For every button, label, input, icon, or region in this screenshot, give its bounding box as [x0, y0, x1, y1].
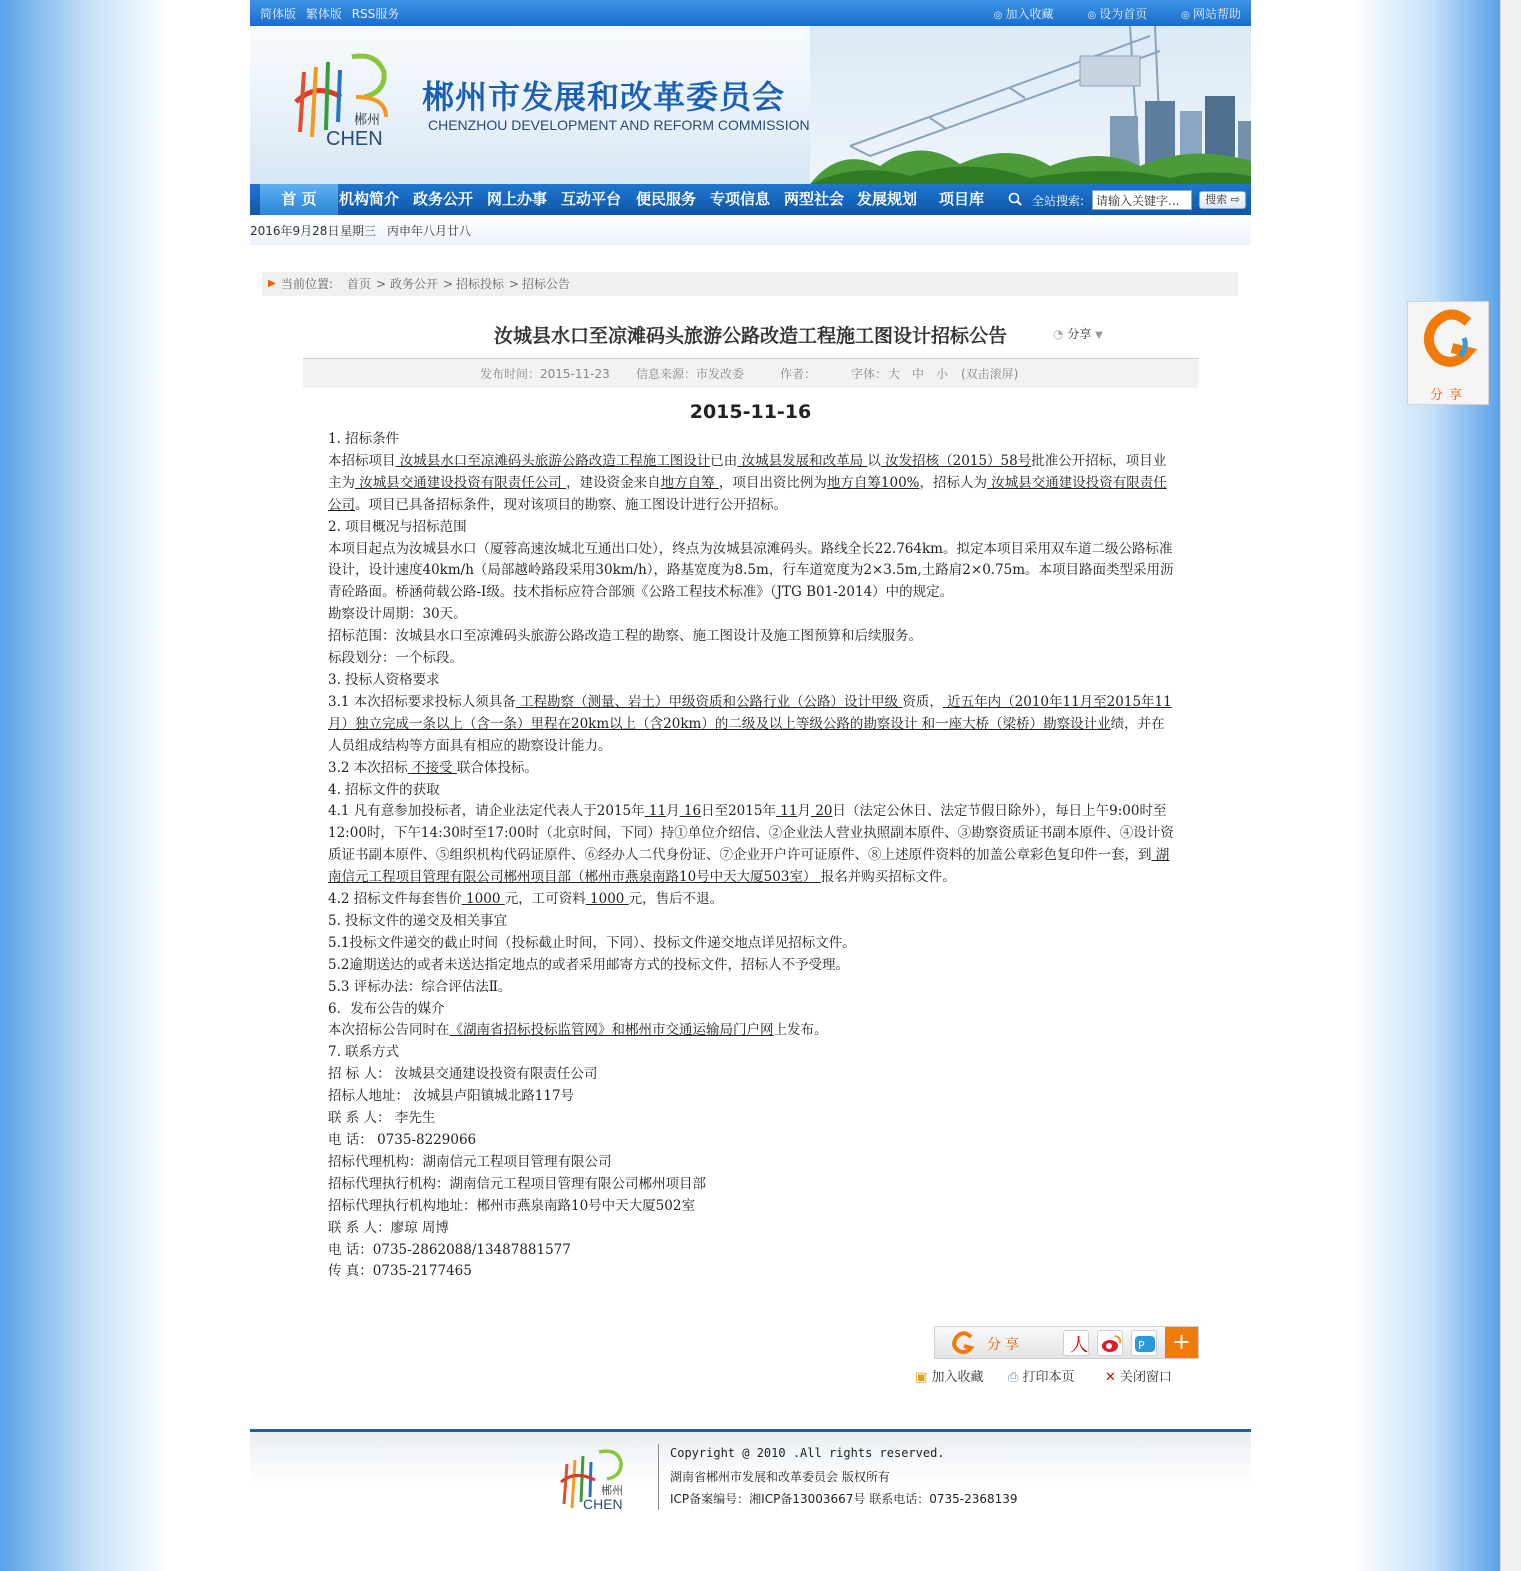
- tencent-share-icon[interactable]: [1131, 1330, 1157, 1356]
- add-favorite-link[interactable]: ◎ 加入收藏: [994, 7, 1054, 21]
- contact-line: 电 话：0735-2862088/13487881577: [328, 1241, 571, 1258]
- section-heading: 5. 投标文件的递交及相关事宜: [328, 912, 508, 929]
- breadcrumb-separator-icon: >: [509, 277, 520, 291]
- nav-item-project-library[interactable]: 项目库: [939, 190, 985, 208]
- footer-copyright: Copyright @ 2010 .All rights reserved.: [670, 1446, 945, 1460]
- nav-item-government-affairs[interactable]: 政务公开: [413, 190, 474, 208]
- paragraph: 本项目起点为汝城县水口（厦蓉高速汝城北互通出口处），终点为汝城县凉滩码头。路线全长22.764km。拟定本项目采用双车道二级公路标准设计，设计速度40km/h（局部越岭路段采用30km/h），路基宽度为8.5m，行车道宽度为2×3.5m,土路肩2×0.75m。本项目路面类型采用沥青砼路面。桥涵荷载公路-I级。技术指标应符合部颁《公路工程技术标准》（JTG B01-2014）中的规定。: [328, 540, 1174, 601]
- paragraph: 4.2 招标文件每套售价 1000 元，工可资料 1000 元，售后不退。: [328, 891, 724, 908]
- share-logo-icon[interactable]: [951, 1331, 975, 1355]
- set-homepage-link[interactable]: ◎ 设为首页: [1087, 7, 1147, 21]
- nav-item-about[interactable]: 机构简介: [339, 190, 400, 208]
- site-footer: [250, 1429, 1251, 1519]
- svg-text:郴州: 郴州: [601, 1484, 623, 1497]
- chevron-down-icon: ▼: [1095, 330, 1103, 341]
- paragraph: 本次招标公告同时在《湖南省招标投标监管网》和郴州市交通运输局门户网上发布。: [328, 1022, 828, 1039]
- footer-owner: 湖南省郴州市发展和改革委员会 版权所有: [670, 1470, 890, 1484]
- paragraph: 标段划分：一个标段。: [328, 650, 463, 667]
- close-icon: ✕: [1105, 1370, 1116, 1385]
- nav-item-special-info[interactable]: 专项信息: [710, 190, 771, 208]
- favorite-icon: ▣: [915, 1370, 928, 1385]
- nav-home[interactable]: 首 页: [260, 184, 338, 215]
- breadcrumb-label: 当前位置:: [281, 277, 334, 291]
- share-bar: [934, 1326, 1199, 1359]
- more-share-plus-icon[interactable]: +: [1165, 1327, 1198, 1358]
- contact-line: 联 系 人：廖琼 周博: [328, 1219, 449, 1236]
- scroll-hint: (双击滚屏): [961, 367, 1019, 381]
- font-large-button[interactable]: 大: [888, 367, 901, 381]
- contact-line: 电 话： 0735-8229066: [328, 1132, 477, 1148]
- breadcrumb-separator-icon: >: [443, 277, 454, 291]
- search-icon: [1008, 192, 1022, 206]
- section-heading: 1. 招标条件: [328, 431, 400, 447]
- article-title: 汝城县水口至凉滩码头旅游公路改造工程施工图设计招标公告: [493, 325, 1007, 347]
- traditional-chinese-link[interactable]: 繁体版: [305, 7, 342, 21]
- contact-line: 招标代理执行机构地址：郴州市燕泉南路10号中天大厦502室: [328, 1197, 695, 1214]
- simplified-chinese-link[interactable]: 简体版: [260, 7, 297, 21]
- lunar-date: 丙申年八月廿八: [387, 224, 472, 238]
- current-weekday: 星期三: [340, 224, 377, 238]
- nav-item-development-plan[interactable]: 发展规划: [857, 190, 918, 208]
- paragraph: 5.3 评标办法：综合评估法Ⅱ。: [328, 978, 512, 995]
- publish-time: 发布时间：2015-11-23: [480, 367, 610, 381]
- contact-line: 招标人地址： 汝城县卢阳镇城北路117号: [328, 1088, 575, 1105]
- paragraph: 勘察设计周期：30天。: [328, 606, 467, 623]
- search-button[interactable]: 搜索 ⇨: [1199, 191, 1246, 209]
- breadcrumb-bidding-notice[interactable]: 招标公告: [522, 277, 571, 291]
- paragraph: 4.1 凡有意参加投标者，请企业法定代表人于2015年 11月 16日至2015年 11月 20日（法定公休日、法定节假日除外），每日上午9:00时至12:00时，下午14:30时至17:00时（北京时间，下同）持①单位介绍信、②企业法人营业执照副本原件、③勘察资质证书副本原件、④设计资质证书副本原件、⑤组织机构代码证原件、⑥经办人二代身份证、⑦企业开户许可证原件、⑧上述原件资料的加盖公章彩色复印件一套，到 湖南信元工程项目管理有限公司郴州项目部（郴州市燕泉南路10号中天大厦503室） 报名并购买招标文件。: [328, 803, 1174, 886]
- share-mini-icon: ◔: [1053, 327, 1064, 341]
- top-bar: [250, 0, 1251, 26]
- print-page-action[interactable]: ⎙ 打印本页: [1008, 1370, 1075, 1385]
- floating-share-label: 分享: [1429, 388, 1468, 403]
- main-nav: [250, 184, 1251, 215]
- rss-link[interactable]: RSS服务: [351, 7, 400, 21]
- nav-item-public-services[interactable]: 便民服务: [636, 190, 697, 208]
- paragraph: 招标范围：汝城县水口至凉滩码头旅游公路改造工程的勘察、施工图设计及施工图预算和后续服务。: [328, 628, 922, 645]
- breadcrumb-arrow-icon: ▶: [268, 278, 276, 289]
- section-heading: 7. 联系方式: [328, 1044, 400, 1061]
- current-date: 2016年9月28日: [250, 224, 340, 238]
- printer-icon: ⎙: [1008, 1370, 1019, 1385]
- paragraph: 3.2 本次招标 不接受 联合体投标。: [328, 759, 538, 776]
- contact-line: 招 标 人： 汝城县交通建设投资有限责任公司: [328, 1066, 598, 1083]
- article-body: [328, 429, 1178, 1283]
- breadcrumb-home[interactable]: 首页: [347, 277, 372, 291]
- section-heading: 2. 项目概况与招标范围: [328, 518, 467, 535]
- contact-line: 联 系 人： 李先生: [328, 1110, 436, 1127]
- share-label: 分享: [987, 1337, 1023, 1353]
- vertical-scrollbar[interactable]: [1500, 0, 1521, 1571]
- paragraph: 5.1投标文件递交的截止时间（投标截止时间，下同）、投标文件递交地点详见招标文件。: [328, 934, 856, 951]
- site-title: 郴州市发展和改革委员会: [422, 78, 786, 116]
- paragraph: 3.1 本次招标要求投标人须具备 工程勘察（测量、岩土）甲级资质和公路行业（公路）设计甲级 资质， 近五年内（2010年11月至2015年11月）独立完成一条以上（含一条）里程在20km以上（含20km）的二级及以上等级公路的勘察设计 和一座大桥（梁桥）勘察设计业绩，并在人员组成结构等方面具有相应的勘察设计能力。: [328, 693, 1172, 754]
- info-source: 信息来源：市发改委: [636, 367, 745, 381]
- author: 作者：: [780, 367, 817, 381]
- font-small-button[interactable]: 小: [936, 367, 949, 381]
- breadcrumb-separator-icon: >: [376, 277, 387, 291]
- page-container: [250, 0, 1251, 1571]
- nav-item-two-type-society[interactable]: 两型社会: [784, 190, 845, 208]
- nav-item-online-services[interactable]: 网上办事: [487, 190, 548, 208]
- section-heading: 3. 投标人资格要求: [328, 671, 440, 688]
- footer-logo-icon: [555, 1442, 645, 1512]
- add-favorite-action[interactable]: ▣ 加入收藏: [915, 1370, 984, 1385]
- share-mini-button[interactable]: [1053, 325, 1103, 342]
- search-label: 全站搜索:: [1032, 194, 1085, 208]
- footer-divider: [658, 1444, 659, 1510]
- contact-line: 招标代理机构：湖南信元工程项目管理有限公司: [328, 1153, 612, 1170]
- section-heading: 4. 招标文件的获取: [328, 781, 440, 798]
- weibo-share-icon[interactable]: [1097, 1330, 1123, 1356]
- floating-share-widget[interactable]: [1407, 301, 1489, 405]
- floating-share-logo-icon: [1420, 308, 1478, 378]
- article-meta: [303, 358, 1199, 388]
- svg-text:郴州: 郴州: [354, 113, 381, 128]
- section-heading: 6．发布公告的媒介: [328, 1000, 445, 1017]
- font-size-label: 字体：: [851, 367, 888, 381]
- article-date-heading: 2015-11-16: [689, 401, 812, 423]
- contact-line: 传 真：0735-2177465: [328, 1263, 472, 1280]
- share-mini-label: 分享: [1067, 327, 1092, 341]
- close-window-action[interactable]: ✕ 关闭窗口: [1105, 1370, 1173, 1385]
- chenzhou-logo-icon[interactable]: [286, 42, 416, 152]
- breadcrumb-government-affairs[interactable]: 政务公开: [390, 277, 439, 291]
- paragraph: 本招标项目 汝城县水口至凉滩码头旅游公路改造工程施工图设计已由 汝城县发展和改革局 以 汝发招核（2015）58号批准公开招标，项目业主为 汝城县交通建设投资有限责任公司 ，建设资金来自地方自筹 ，项目出资比例为地方自筹100%，招标人为 汝城县交通建设投资有限责任公司。项目已具备招标条件，现对该项目的勘察、施工图设计进行公开招标。: [328, 452, 1167, 513]
- date-bar: [250, 215, 1251, 245]
- footer-icp: ICP备案编号：湘ICP备13003667号 联系电话：0735-2368139: [670, 1492, 1018, 1506]
- breadcrumb: [262, 272, 1238, 296]
- site-banner: [250, 26, 1251, 184]
- contact-line: 招标代理执行机构：湖南信元工程项目管理有限公司郴州项目部: [328, 1175, 706, 1192]
- city-crane-scene-icon: [810, 26, 1251, 184]
- breadcrumb-bidding[interactable]: 招标投标: [456, 277, 505, 291]
- people-daily-share-icon[interactable]: [1063, 1330, 1089, 1356]
- svg-text:人: 人: [1070, 1335, 1088, 1356]
- search-input[interactable]: [1092, 190, 1192, 210]
- svg-text:CHEN: CHEN: [326, 128, 383, 150]
- site-subtitle: CHENZHOU DEVELOPMENT AND REFORM COMMISSION: [428, 117, 810, 133]
- nav-item-interaction[interactable]: 互动平台: [561, 190, 622, 208]
- site-help-link[interactable]: ◎ 网站帮助: [1181, 7, 1241, 21]
- svg-text:P: P: [1138, 1339, 1145, 1352]
- paragraph: 5.2逾期送达的或者未送达指定地点的或者采用邮寄方式的投标文件，招标人不予受理。: [328, 956, 849, 973]
- font-medium-button[interactable]: 中: [912, 367, 925, 381]
- svg-text:CHEN: CHEN: [583, 1496, 623, 1512]
